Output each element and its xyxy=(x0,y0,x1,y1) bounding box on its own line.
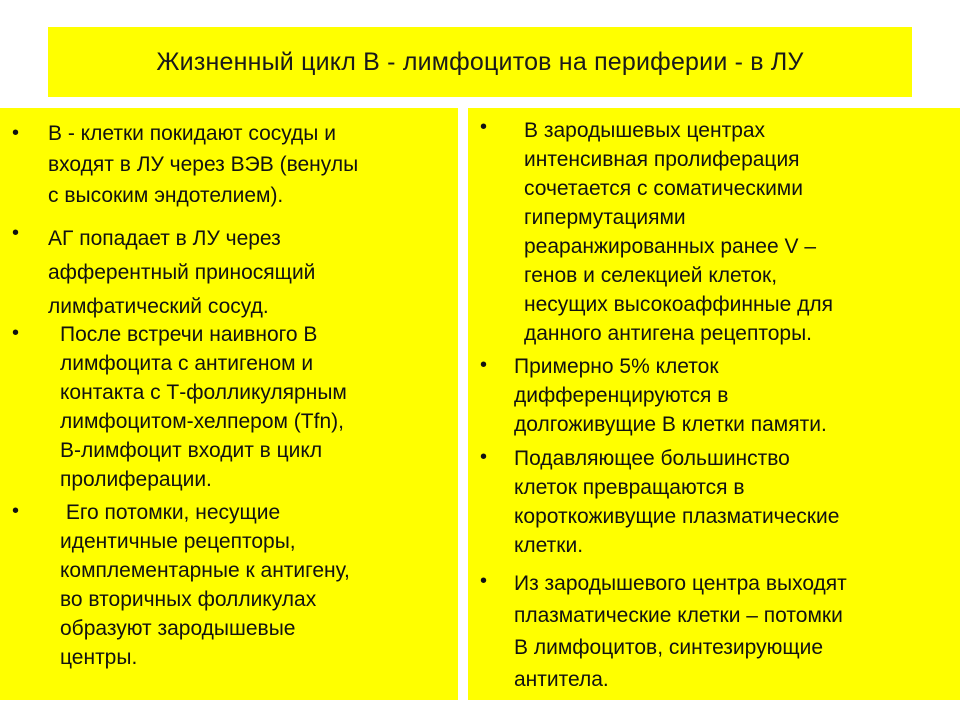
slide-title: Жизненный цикл В - лимфоцитов на периферии - в ЛУ xyxy=(156,47,804,76)
text-line: Из зародышевого центра выходят xyxy=(514,572,847,595)
bullet-icon: • xyxy=(12,222,20,244)
text-line: данного антигена рецепторы. xyxy=(524,322,813,345)
bullet-icon: • xyxy=(480,570,488,592)
text-line: плазматические клетки – потомки xyxy=(514,604,843,627)
text-line: После встречи наивного В xyxy=(60,323,318,346)
bullet-icon: • xyxy=(12,500,20,522)
text-line: реаранжированных ранее V – xyxy=(524,235,817,258)
text-line: антитела. xyxy=(514,668,609,691)
left-item-2 xyxy=(48,222,315,324)
text-line: несущих высокоаффинные для xyxy=(524,293,834,316)
text-line: сочетается с соматическими xyxy=(524,177,803,200)
right-item-4 xyxy=(514,568,847,696)
text-line: долгоживущие В клетки памяти. xyxy=(514,413,827,436)
text-line: входят в ЛУ через ВЭВ (венулы xyxy=(48,153,359,176)
left-column xyxy=(0,108,458,700)
bullet-icon: • xyxy=(480,354,488,376)
right-item-1 xyxy=(524,116,833,348)
text-line: центры. xyxy=(60,646,138,669)
text-line: дифференцируются в xyxy=(514,384,729,407)
text-line: пролиферации. xyxy=(60,468,212,491)
bullet-icon: • xyxy=(12,122,20,144)
text-line: лимфоцита с антигеном и xyxy=(60,352,314,375)
text-line: образуют зародышевые xyxy=(60,617,296,640)
text-line: идентичные рецепторы, xyxy=(60,530,296,553)
text-line: В зародышевых центрах xyxy=(524,119,766,142)
text-line: Примерно 5% клеток xyxy=(514,355,719,378)
text-line: интенсивная пролиферация xyxy=(524,148,800,171)
right-item-2 xyxy=(514,352,827,439)
bullet-icon: • xyxy=(480,446,488,468)
text-line: клеток превращаются в xyxy=(514,476,745,499)
text-line: Подавляющее большинство xyxy=(514,447,790,470)
text-line: В лимфоцитов, синтезирующие xyxy=(514,636,824,659)
text-line: В-лимфоцит входит в цикл xyxy=(60,439,323,462)
left-item-4 xyxy=(60,498,350,672)
text-line: АГ попадает в ЛУ через xyxy=(48,227,281,250)
text-line: с высоким эндотелием). xyxy=(48,184,284,207)
bullet-icon: • xyxy=(480,116,488,138)
title-box xyxy=(48,27,912,97)
text-line: лимфоцитом-хелпером (Tfn), xyxy=(60,410,344,433)
text-line: комплементарные к антигену, xyxy=(60,559,350,582)
right-item-3 xyxy=(514,444,839,560)
text-line: короткоживущие плазматические xyxy=(514,505,840,528)
text-line: лимфатический сосуд. xyxy=(48,295,269,318)
text-line: Его потомки, несущие xyxy=(60,501,281,524)
text-line: В - клетки покидают сосуды и xyxy=(48,122,336,145)
text-line: генов и селекцией клеток, xyxy=(524,264,778,287)
left-item-1 xyxy=(48,118,358,211)
left-item-3 xyxy=(60,320,347,494)
text-line: клетки. xyxy=(514,534,584,557)
text-line: афферентный приносящий xyxy=(48,261,316,284)
text-line: контакта с Т-фолликулярным xyxy=(60,381,347,404)
text-line: во вторичных фолликулах xyxy=(60,588,317,611)
right-column xyxy=(468,108,960,700)
bullet-icon: • xyxy=(12,322,20,344)
text-line: гипермутациями xyxy=(524,206,686,229)
